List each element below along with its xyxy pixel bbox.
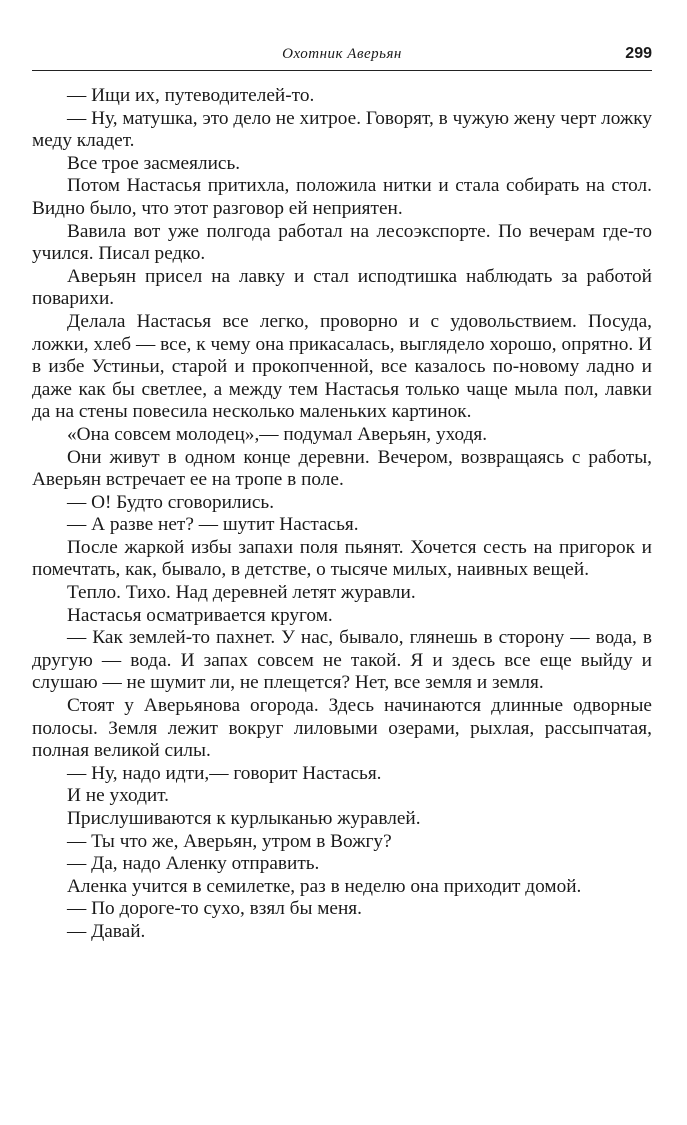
paragraph: Аленка учится в семилетке, раз в неделю она приходит домой. (67, 875, 582, 897)
paragraph: Все трое засмеялись. (67, 152, 241, 174)
paragraph: — По дороге-то сухо, взял бы меня. (67, 898, 362, 920)
paragraph: — Ищи их, путеводителей-то. (67, 85, 315, 106)
paragraph: Настасья осматривается кругом. (67, 604, 333, 626)
paragraph: Тепло. Тихо. Над деревней летят журавли. (67, 582, 416, 604)
paragraph: — А разве нет? — шутит Настасья. (67, 514, 359, 536)
running-head (32, 40, 652, 71)
paragraph: — О! Будто сговорились. (67, 491, 275, 513)
paragraph: «Она совсем молодец»,— подумал Аверьян, уходя. (67, 423, 488, 445)
paragraph: — Как землей-то пахнет. У нас, бывало, глянешь в сторону — вода, в другую — вода. И запах совсем не такой. Я и здесь все еще выйду и слушаю — не шумит ли, не плещется? Нет, все земля и земля. (32, 627, 652, 694)
paragraph: — Давай. (67, 920, 146, 942)
paragraph: Потом Настасья притихла, положила нитки и стала собирать на стол. Видно было, что этот разговор ей неприятен. (32, 175, 652, 219)
paragraph: Аверьян присел на лавку и стал исподтишка наблюдать за работой поварихи. (32, 265, 652, 310)
paragraph: — Ну, надо идти,— говорит Настасья. (67, 762, 382, 784)
paragraph: После жаркой избы запахи поля пьянят. Хочется сесть на пригорок и помечтать, как, бывало, в детстве, о тысяче милых, наивных вещей. (32, 536, 652, 581)
running-title: Охотник Аверьян (282, 46, 402, 62)
body-text (32, 85, 652, 944)
paragraph: Делала Настасья все легко, проворно и с удовольствием. Посуда, ложки, хлеб — все, к чему она прикасалась, выглядело хорошо, опрятно. И в избе Устиньи, старой и прокопченной, все казалось по-новому ладно и даже как бы светлее, а между тем Настасья только чаще мыла пол, лавки да на стены повесила несколько маленьких картинок. (32, 310, 652, 423)
page-number: 299 (625, 45, 652, 62)
paragraph: Прислушиваются к курлыканью журавлей. (67, 808, 421, 829)
paragraph: — Ты что же, Аверьян, утром в Вожгу? (67, 830, 392, 852)
paragraph: Вавила вот уже полгода работал на лесоэкспорте. По вечерам где-то учился. Писал редко. (32, 220, 652, 265)
paragraph: Они живут в одном конце деревни. Вечером, возвращаясь с работы, Аверьян встречает ее на тропе в поле. (32, 446, 652, 491)
book-page (32, 40, 652, 944)
paragraph: И не уходит. (67, 785, 169, 807)
paragraph: — Ну, матушка, это дело не хитрое. Говорят, в чужую жену черт ложку меду кладет. (32, 107, 652, 152)
paragraph: Стоят у Аверьянова огорода. Здесь начинаются длинные одворные полосы. Земля лежит вокруг лиловыми озерами, рыхлая, рассыпчатая, полная великой силы. (32, 695, 652, 762)
paragraph: — Да, надо Аленку отправить. (67, 853, 320, 875)
